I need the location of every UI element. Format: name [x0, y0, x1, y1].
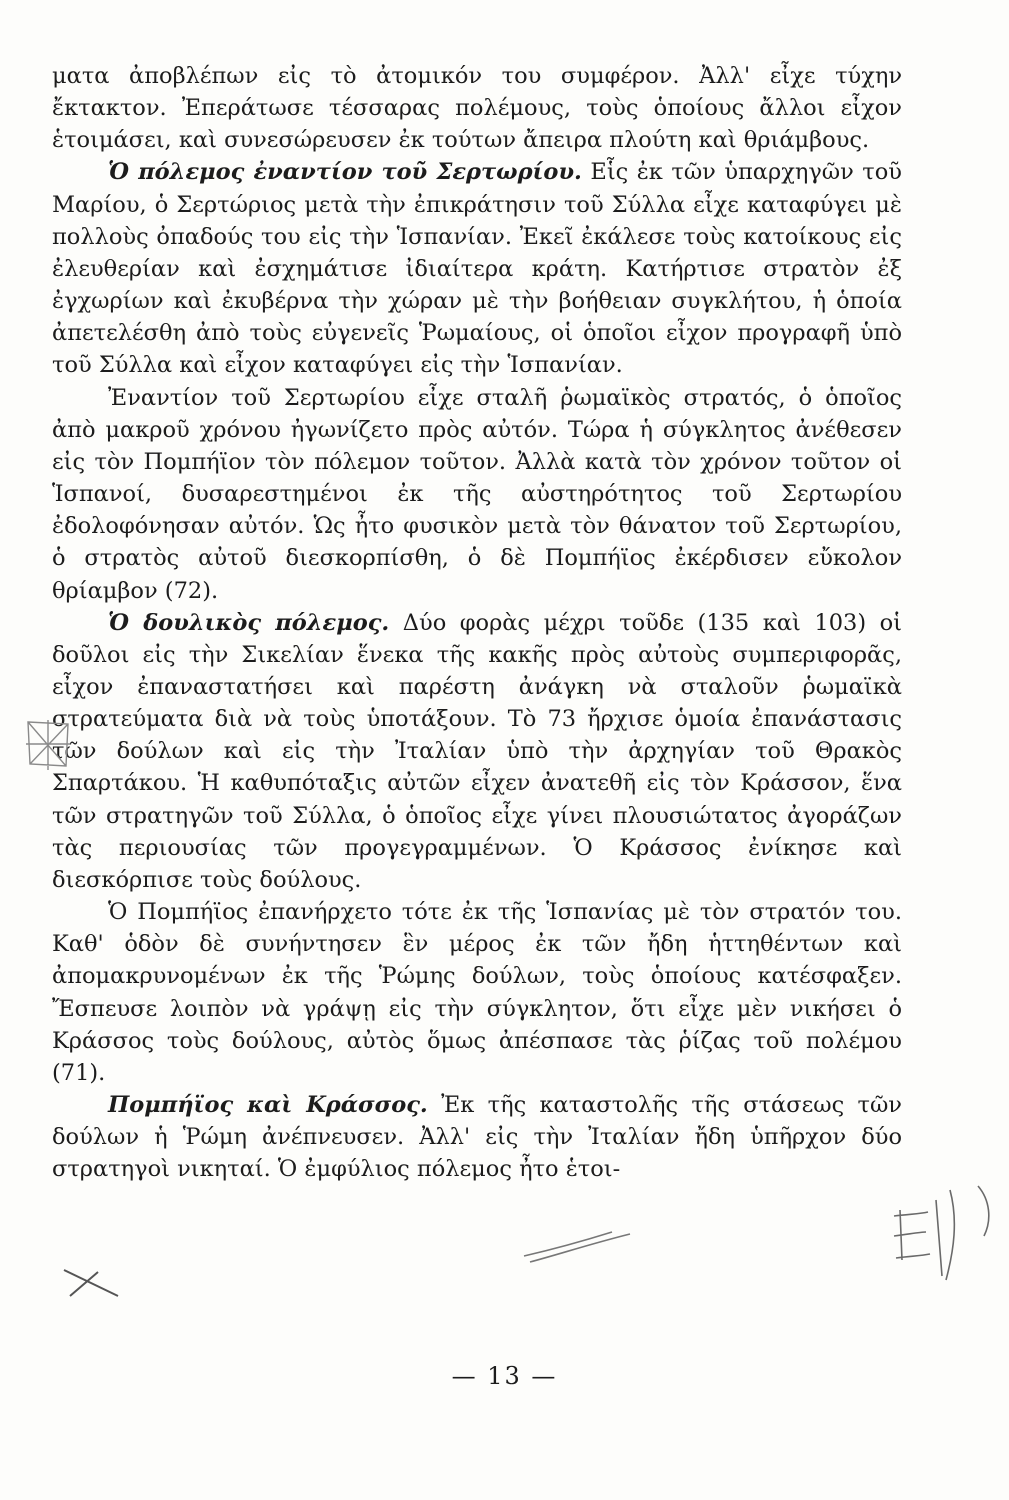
paragraph-text: Εἷς ἐκ τῶν ὑπαρχηγῶν τοῦ Μαρίου, ὁ Σερτώριος μετὰ τὴν ἐπικράτησιν τοῦ Σύλλα εἶχε καταφύγει μὲ πολλοὺς ὀπαδούς του εἰς τὴν Ἱσπανίαν. Ἐκεῖ ἐκάλεσε τοὺς κατοίκους εἰς ἐλευθερίαν καὶ ἐσχημάτισε ἰδιαίτερα κράτη. Κατήρτισε στρατὸν ἐξ ἐγχωρίων καὶ ἐκυβέρνα τὴν χώραν μὲ τὴν βοήθειαν συγκλήτου, ἡ ὁποία ἀπετελέσθη ἀπὸ τοὺς εὐγενεῖς Ῥωμαίους, οἱ ὁποῖοι εἶχον προγραφῆ ὑπὸ τοῦ Σύλλα καὶ εἶχον καταφύγει εἰς τὴν Ἱσπανίαν.	[52, 159, 902, 379]
pencil-strike-mark	[520, 1220, 640, 1270]
paragraph	[52, 607, 902, 896]
paragraph-text: Δύο φορὰς μέχρι τοῦδε (135 καὶ 103) οἱ δοῦλοι εἰς τὴν Σικελίαν ἕνεκα τῆς κακῆς πρὸς αὐτοὺς συμπεριφορᾶς, εἶχον ἐπαναστατήσει καὶ παρέστη ἀνάγκη νὰ σταλοῦν ῥωμαϊκὰ στρατεύματα διὰ νὰ τοὺς ὑποτάξουν. Τὸ 73 ἤρχισε ὁμοία ἐπανάστασις τῶν δούλων καὶ εἰς τὴν Ἰταλίαν ὑπὸ τὴν ἀρχηγίαν τοῦ Θρακὸς Σπαρτάκου. Ἡ καθυπόταξις αὐτῶν εἶχεν ἀνατεθῆ εἰς τὸν Κράσσον, ἕνα τῶν στρατηγῶν τοῦ Σύλλα, ὁ ὁποῖος εἶχε γίνει πλουσιώτατος ἀγοράζων τὰς περιουσίας τῶν προγεγραμμένων. Ὁ Κράσσος ἐνίκησε καὶ διεσκόρπισε τοὺς δούλους.	[52, 609, 902, 893]
section-heading: Πομπήϊος καὶ Κράσσος.	[108, 1092, 428, 1118]
section-heading: Ὁ δουλικὸς πόλεμος.	[108, 609, 390, 636]
page-number: — 13 —	[451, 1362, 558, 1390]
paragraph	[52, 156, 902, 381]
paragraph	[52, 60, 902, 156]
paragraph-text: Ὁ Πομπήϊος ἐπανήρχετο τότε ἐκ τῆς Ἱσπανίας μὲ τὸν στρατόν του. Καθ' ὁδὸν δὲ συνήντησεν ἓν μέρος ἐκ τῶν ἤδη ἡττηθέντων καὶ ἀπομακρυνομένων ἐκ τῆς Ῥώμης δούλων, τοὺς ὁποίους κατέσφαξεν. Ἔσπευσε λοιπὸν νὰ γράψῃ εἰς τὴν σύγκλητον, ὅτι εἶχε μὲν νικήσει ὁ Κράσσος τοὺς δούλους, αὐτὸς ὅμως ἀπέσπασε τὰς ῥίζας τοῦ πολέμου (71).	[52, 899, 902, 1086]
paragraph	[52, 896, 902, 1089]
pencil-cross-mark	[58, 1262, 128, 1302]
paragraph-text: Ἐκ τῆς καταστολῆς τῆς στάσεως τῶν δούλων ἡ Ῥώμη ἀνέπνευσεν. Ἀλλ' εἰς τὴν Ἰταλίαν ἤδη ὑπῆρχον δύο στρατηγοὶ νικηταί. Ὁ ἐμφύλιος πόλεμος ἦτο ἑτοι-	[52, 1092, 902, 1183]
paragraph	[52, 382, 902, 607]
paragraph-text: Ἐναντίον τοῦ Σερτωρίου εἶχε σταλῆ ῥωμαϊκὸς στρατός, ὁ ὁποῖος ἀπὸ μακροῦ χρόνου ἠγωνίζετο πρὸς αὐτόν. Τώρα ἡ σύγκλητος ἀνέθεσεν εἰς τὸν Πομπήϊον τὸν πόλεμον τοῦτον. Ἀλλὰ κατὰ τὸν χρόνον τοῦτον οἱ Ἱσπανοί, δυσαρεστημένοι ἐκ τῆς αὐστηρότητος τοῦ Σερτωρίου ἐδολοφόνησαν αὐτόν. Ὡς ἦτο φυσικὸν μετὰ τὸν θάνατον τοῦ Σερτωρίου, ὁ στρατὸς αὐτοῦ διεσκορπίσθη, ὁ δὲ Πομπήϊος ἐκέρδισεν εὔκολον θρίαμβον (72).	[52, 384, 902, 604]
body-text	[52, 60, 902, 1185]
paragraph	[52, 1089, 902, 1185]
section-heading: Ὁ πόλεμος ἐναντίον τοῦ Σερτωρίου.	[108, 159, 582, 186]
paragraph-text: ματα ἀποβλέπων εἰς τὸ ἀτομικόν του συμφέρον. Ἀλλ' εἶχε τύχην ἔκτακτον. Ἐπεράτωσε τέσσαρας πολέμους, τοὺς ὁποίους ἄλλοι εἶχον ἑτοιμάσει, καὶ συνεσώρευσεν ἐκ τούτων ἄπειρα πλούτη καὶ θριάμβους.	[52, 63, 902, 154]
margin-handwritten-mark	[880, 1180, 1000, 1290]
